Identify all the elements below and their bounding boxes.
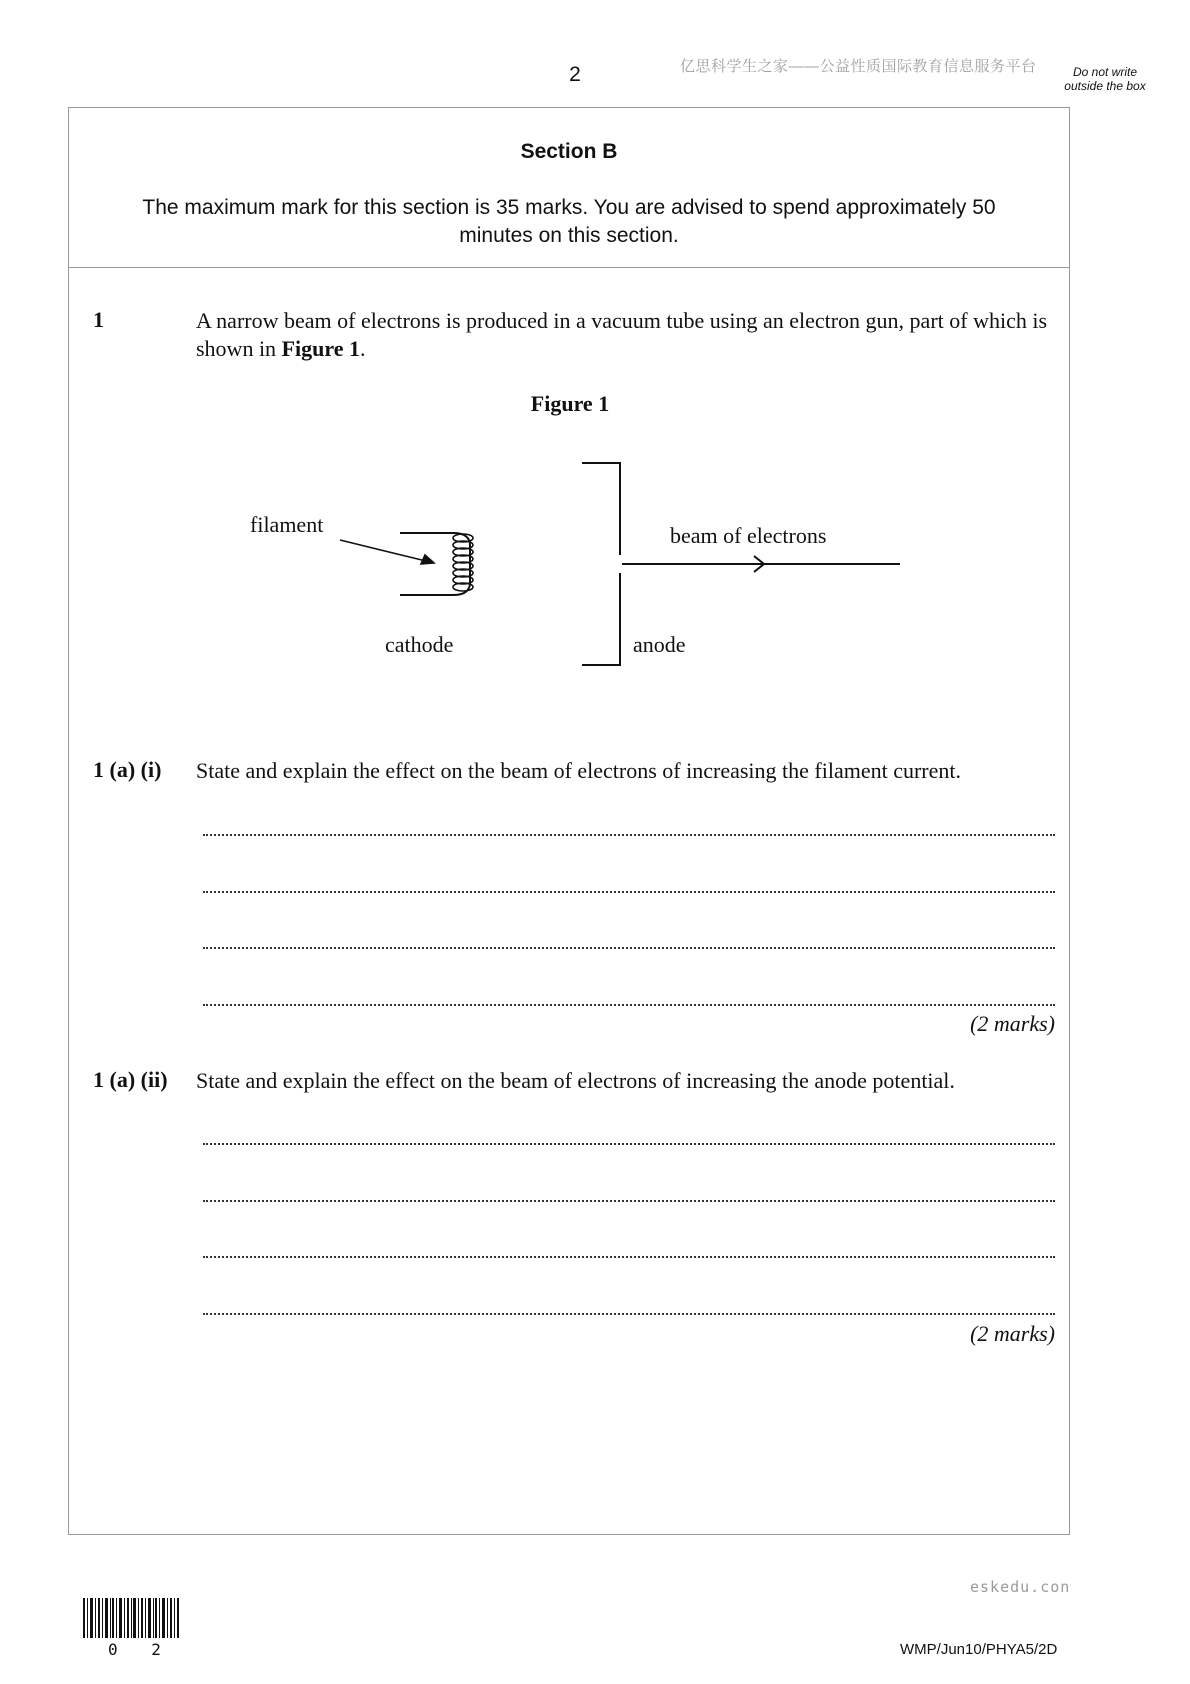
electron-beam	[622, 556, 900, 572]
paper-code: WMP/Jun10/PHYA5/2D	[900, 1641, 1058, 1658]
anode	[582, 463, 620, 665]
label-filament: filament	[250, 512, 324, 537]
section-title: Section B	[520, 140, 618, 163]
label-anode: anode	[633, 632, 686, 657]
label-beam: beam of electrons	[670, 523, 827, 548]
watermark-text: 亿思科学生之家——公益性质国际教育信息服务平台	[680, 58, 1037, 75]
footer-site: eskedu.con	[970, 1578, 1071, 1596]
marks-label: (2 marks)	[970, 1011, 1055, 1036]
figure-title: Figure 1	[530, 391, 610, 416]
anode-upper-plate	[582, 463, 620, 555]
anode-lower-plate	[582, 573, 620, 665]
answer-line[interactable]	[203, 1313, 1055, 1315]
margin-note: Do not write outside the box	[1064, 65, 1146, 93]
filament-coil	[453, 534, 473, 591]
label-cathode: cathode	[385, 632, 454, 657]
question-number: 1	[93, 307, 104, 332]
electron-gun-diagram	[240, 455, 900, 680]
barcode-digits: 0 2	[108, 1640, 173, 1659]
answer-line[interactable]	[203, 834, 1055, 836]
question-text	[196, 307, 1056, 363]
question-text-end: .	[359, 336, 366, 361]
question-text: State and explain the effect on the beam of electrons of increasing the anode potential.	[196, 1068, 955, 1093]
filament-pointer	[340, 540, 434, 564]
question-number: 1 (a) (ii)	[93, 1067, 168, 1092]
figure-reference: Figure 1	[281, 336, 360, 361]
question-text: State and explain the effect on the beam of electrons of increasing the filament current.	[196, 758, 962, 783]
page-number: 2	[569, 63, 581, 86]
barcode-image	[83, 1598, 179, 1638]
answer-line[interactable]	[203, 1256, 1055, 1258]
marks-label: (2 marks)	[970, 1321, 1055, 1346]
answer-line[interactable]	[203, 1004, 1055, 1006]
answer-line[interactable]	[203, 1143, 1055, 1145]
question-text-part: A narrow beam of electrons is produced in a vacuum tube using an electron gun, part of which is shown in	[196, 308, 1048, 361]
answer-line[interactable]	[203, 947, 1055, 949]
answer-line[interactable]	[203, 1200, 1055, 1202]
answer-line[interactable]	[203, 891, 1055, 893]
section-intro: The maximum mark for this section is 35 marks. You are advised to spend approximately 50 minutes on this section.	[142, 196, 996, 247]
question-number: 1 (a) (i)	[93, 757, 162, 782]
section-divider	[68, 267, 1070, 268]
